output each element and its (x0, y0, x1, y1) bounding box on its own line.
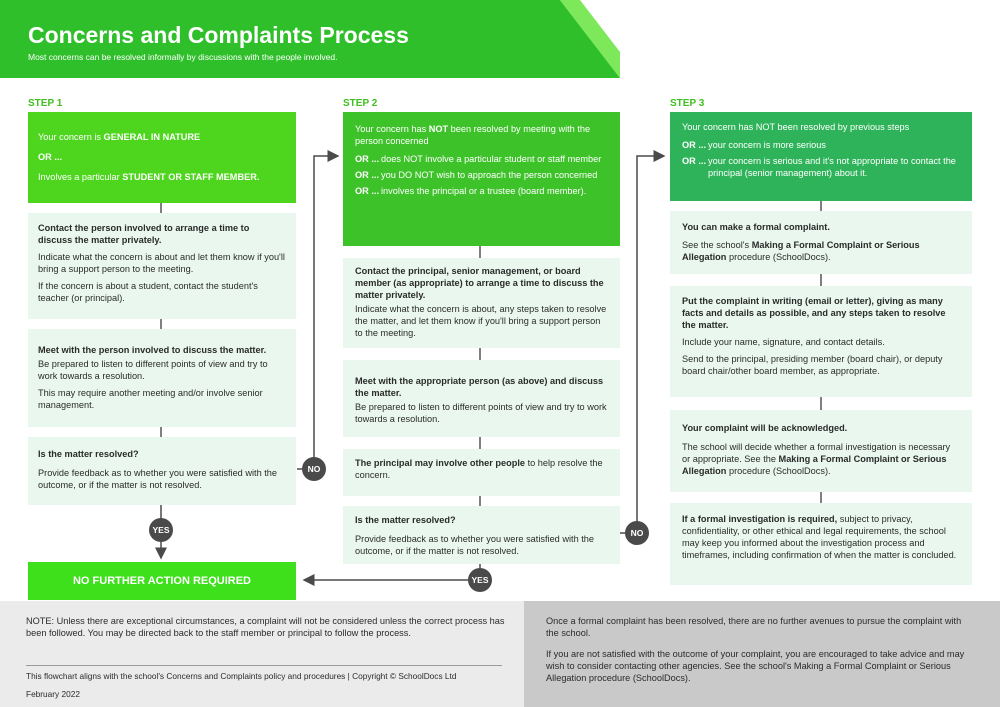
step2-contact-box: Contact the principal, senior management, or board member (as appropriate) to arrange a time to discuss the matter privately. Indicate what the concern is about, any steps taken to resolve the matter, and let them know if you'll bring a support person to the meeting. (343, 258, 620, 348)
step1-resolved-box: Is the matter resolved? Provide feedback as to whether you were satisfied with the outcome, or if the matter is not resolved. (28, 437, 296, 505)
step2-meet-box: Meet with the appropriate person (as above) and discuss the matter. Be prepared to listen to different points of view and try to work towards a resolution. (343, 360, 620, 437)
page-title: Concerns and Complaints Process (28, 22, 409, 48)
step3-label: STEP 3 (670, 98, 705, 109)
footer-note: NOTE: Unless there are exceptional circumstances, a complaint will not be considered unless the correct process has been followed. You may be directed back to the staff member or principal to follow the process. (26, 616, 505, 638)
step1-start-box: Your concern is GENERAL IN NATURE OR ... Involves a particular STUDENT OR STAFF MEMBER. (28, 112, 296, 203)
step2-involve-box: The principal may involve other people to help resolve the concern. (343, 449, 620, 496)
footer-right-text: Once a formal complaint has been resolved, there are no further avenues to pursue the complaint with the school. If you are not satisfied with the outcome of your complaint, you are encouraged to take advice and may wish to consider contacting other agencies. See the school's Making a Formal Complaint or Serious Allegation procedure (SchoolDocs). (546, 616, 965, 683)
step3-writing-box: Put the complaint in writing (email or letter), giving as many facts and details as possible, and any steps taken to resolve the matter. Include your name, signature, and contact details. Send to the principal, presiding member (board chair), or deputy board chair/other board member, as appropriate. (670, 286, 972, 397)
footer-alignment-text: This flowchart aligns with the school's Concerns and Complaints policy and procedures | Copyright © SchoolDocs Ltd (26, 671, 457, 681)
step2-or-item: OR ... does NOT involve a particular student or staff member (355, 153, 602, 164)
step1-contact-box: Contact the person involved to arrange a time to discuss the matter privately. Indicate what the concern is about and let them know if you'll bring a support person to the meeting. If the concern is about a student, contact the student's teacher (or principal). (28, 213, 296, 319)
step3-start-box: Your concern has NOT been resolved by previous steps OR ... your concern is more serious OR ... your concern is serious and it's not appropriate to contact the principal (senior management) about it. (670, 112, 972, 201)
page-subtitle: Most concerns can be resolved informally by discussions with the people involved. (28, 52, 338, 62)
step2-label: STEP 2 (343, 98, 378, 109)
footer-divider (26, 665, 502, 666)
no-further-action-box: NO FURTHER ACTION REQUIRED (28, 562, 296, 600)
step1-no-badge: NO (302, 457, 326, 481)
step2-start-box: Your concern has NOT been resolved by meeting with the person concerned OR ... does NOT involve a particular student or staff member OR ... you DO NOT wish to approach the person concerned OR ... involves the principal or a trustee (board member). (343, 112, 620, 246)
step3-or-item: OR ... your concern is more serious (682, 139, 826, 150)
step2-no-badge: NO (625, 521, 649, 545)
footer-date: February 2022 (26, 689, 80, 699)
step2-or-item: OR ... involves the principal or a trustee (board member). (355, 185, 587, 196)
step3-or-item: OR ... your concern is serious and it's not appropriate to contact the principal (senior management) about it. (682, 155, 956, 178)
step1-meet-box: Meet with the person involved to discuss the matter. Be prepared to listen to different points of view and try to work towards a resolution. This may require another meeting and/or involve senior management. (28, 329, 296, 427)
step2-yes-badge: YES (468, 568, 492, 592)
step3-acknowledged-box: Your complaint will be acknowledged. The school will decide whether a formal investigation is necessary or appropriate. See the Making a Formal Complaint or Serious Allegation procedure (SchoolDocs). (670, 410, 972, 492)
step1-yes-badge: YES (149, 518, 173, 542)
step1-label: STEP 1 (28, 98, 63, 109)
step3-investigation-box: If a formal investigation is required, subject to privacy, confidentiality, or other ethical and legal requirements, the school may keep you informed about the investigation process and timeframes, including confirmation of when the matter is concluded. (670, 503, 972, 585)
step2-or-item: OR ... you DO NOT wish to approach the person concerned (355, 169, 598, 180)
step3-formal-box: You can make a formal complaint. See the school's Making a Formal Complaint or Serious Allegation procedure (SchoolDocs). (670, 211, 972, 274)
step2-resolved-box: Is the matter resolved? Provide feedback as to whether you were satisfied with the outcome, or if the matter is not resolved. (343, 506, 620, 564)
